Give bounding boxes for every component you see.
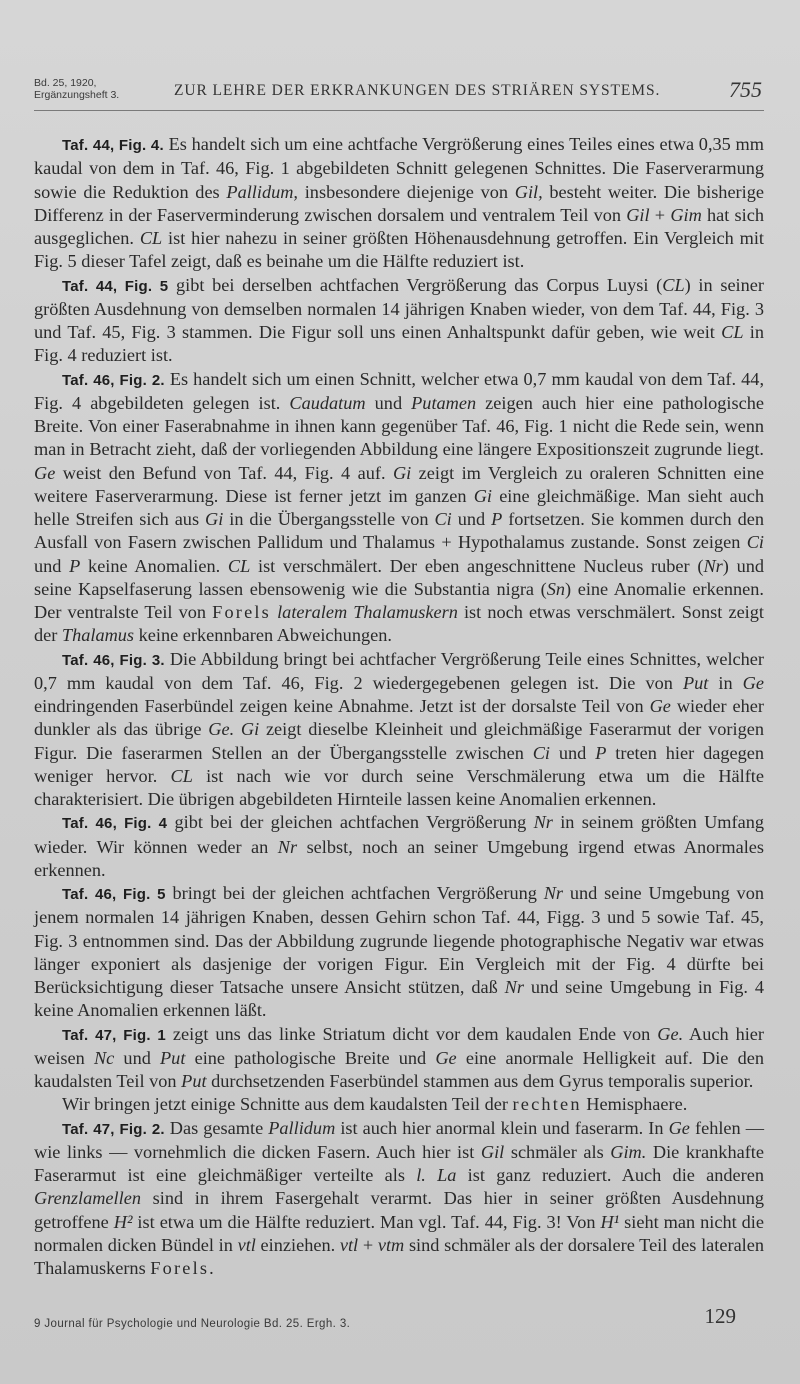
text-run: gibt bei derselben achtfachen Vergrößerung das Corpus Luysi ( (168, 274, 663, 295)
text-run: besteht weiter. Die bisherige Differenz in der Faserverminderung zwischen dorsalem und ventralem Teil von (34, 181, 764, 225)
italic-term: Put (181, 1071, 207, 1091)
text-run: ) und seine Kapselfaserung lassen ebensowenig wie die Substantia nigra ( (34, 555, 764, 599)
running-header (34, 74, 764, 111)
italic-term: CL (227, 555, 251, 576)
text-run: ist noch etwas verschmälert. Sonst zeigt der (34, 602, 764, 646)
text-run: zeigt dieselbe Kleinheit und gleichmäßige Faserarmut der vorigen Figur. Die faserarmen Stellen an der Übergangsstelle zwischen (34, 719, 764, 763)
text-run: eine anormale Helligkeit auf. Die den kaudalsten Teil von (34, 1047, 764, 1091)
italic-term: Gi (392, 462, 412, 483)
text-run: Die Abbildung bringt bei achtfacher Vergrößerung Teile eines Schnittes, welcher 0,7 mm kaudal von dem Taf. 46, Fig. 2 wiedergegebenen gelegen ist. Die von (34, 648, 764, 693)
italic-term: Nr (504, 977, 524, 997)
text-run: in (708, 672, 743, 693)
italic-term: La (437, 1165, 457, 1185)
text-run (234, 719, 241, 739)
volume-info (34, 77, 119, 101)
text-run: sind schmäler als der dorsalere Teil des lateralen Thalamuskerns (34, 1234, 765, 1278)
italic-term: CL (170, 765, 193, 786)
text-run: hat sich ausgeglichen. (34, 204, 764, 248)
italic-term: P (595, 742, 607, 763)
italic-term: Nr (703, 555, 723, 576)
italic-term: Pallidum (268, 1117, 336, 1138)
text-run: durchsetzenden Faserbündel stammen aus dem Gyrus temporalis superior. (206, 1071, 754, 1091)
body-text (34, 133, 764, 1280)
italic-term: Nr (543, 883, 564, 903)
italic-term: Nc (93, 1047, 115, 1068)
text-run: und (365, 392, 412, 413)
text-run: insbesondere diejenige von (298, 181, 515, 202)
paragraph (34, 811, 764, 882)
italic-term: CL (721, 322, 744, 342)
italic-term: H² (113, 1211, 133, 1232)
text-run: sieht man nicht die normalen dicken Bündel in (34, 1211, 764, 1255)
italic-term: vtl (339, 1234, 359, 1255)
italic-term: lateralem Thalamuskern (277, 602, 458, 622)
text-run: einziehen. (255, 1234, 340, 1255)
italic-term: vtm (377, 1234, 405, 1255)
italic-term: Put (160, 1047, 186, 1068)
paragraph (34, 1093, 764, 1116)
text-run: Auch hier weisen (34, 1023, 764, 1068)
text-run: eine pathologische Breite und (185, 1047, 436, 1068)
italic-term: Gim (670, 204, 702, 225)
text-run: Es handelt sich um eine achtfache Vergrößerung eines Teiles eines etwa 0,35 mm kaudal von dem in Taf. 46, Fig. 1 abgebildeten Schnitt gelegenen Schnittes. Die Faserverarmung sowie die Reduktion des (34, 134, 764, 202)
paragraph (34, 1117, 764, 1281)
italic-term: Ge (435, 1047, 457, 1068)
paragraph (34, 274, 764, 368)
text-run: ) eine Anomalie erkennen. Der ventralste Teil von (34, 578, 764, 622)
text-run: und (34, 555, 70, 576)
text-run: ist etwa um die Hälfte reduziert. Man vgl. Taf. 44, Fig. 3! Von (132, 1211, 601, 1232)
volume-line-1: Bd. 25, 1920, (34, 77, 97, 89)
italic-term: Putamen (411, 392, 477, 413)
italic-term: Sn (546, 578, 566, 599)
italic-term: Caudatum (289, 392, 366, 413)
folio-number: 129 (704, 1304, 736, 1328)
text-run: zeigen auch hier eine pathologische Breite. Von einer Faserabnahme in ihnen kann gegenüber Taf. 46, Fig. 1 nicht die Rede sein, wenn man in Betracht zieht, daß der vorliegenden Abbildung eine längere Expositionszeit zugrunde liegt. (34, 392, 764, 460)
text-run: wieder eher dunkler als das übrige (34, 696, 764, 740)
text-run: und seine Umgebung von jenem normalen 14 jährigen Knaben, dessen Gehirn schon Taf. 44, Figg. 3 und 5 sowie Taf. 45, Fig. 3 entnommen sind. Das der Abbildung zugrunde liegende photographische Negativ war etwas länger exponiert als dasjenige der vorigen Figur. Ein Vergleich mit der Fig. 4 dürfte bei Berücksichtigung dieser Tatsache unsere Ansicht stützen, daß (34, 883, 764, 997)
italic-term: Ge (742, 672, 764, 693)
text-run: und (114, 1047, 161, 1068)
text-run: Das gesamte (164, 1117, 269, 1138)
figure-reference: Taf. 47, Fig. 2. (62, 1120, 165, 1138)
text-run: keine Anomalien. (80, 555, 228, 576)
italic-term: Ci (746, 532, 764, 553)
paragraph (34, 1023, 764, 1094)
italic-term: Nr (277, 836, 298, 857)
italic-term: Gil (626, 204, 650, 225)
text-run: und seine Umgebung in Fig. 4 keine Anomalien erkennen läßt. (34, 977, 764, 1021)
text-run: ist auch hier anormal klein und faserarm. In (335, 1117, 669, 1138)
text-run: fehlen — wie links — vornehmlich die dicken Fasern. Auch hier ist (34, 1117, 765, 1162)
text-run: ist nach wie vor durch seine Verschmälerung etwa um die Hälfte charakterisiert. Die übrigen abgebildeten Hirnteile lassen keine Anomalien erkennen. (34, 765, 765, 809)
volume-line-2: Ergänzungsheft 3. (34, 89, 120, 101)
text-run: eine gleichmäßige. Man sieht auch helle Streifen sich aus (34, 485, 764, 529)
text-run: keine erkennbaren Abweichungen. (134, 625, 392, 646)
italic-term: Ge (34, 462, 56, 483)
text-run (426, 1165, 437, 1185)
italic-term: Ci (532, 742, 551, 763)
italic-term: Grenzlamellen (34, 1188, 141, 1209)
italic-term: Ge. (208, 719, 235, 740)
page-number: 755 (729, 77, 762, 102)
paragraph (34, 368, 764, 648)
text-run: + (649, 204, 671, 225)
italic-term: Gil, (514, 181, 543, 202)
italic-term: Ci (434, 509, 452, 529)
figure-reference: Taf. 46, Fig. 3. (62, 651, 165, 669)
text-run: weist den Befund von Taf. 44, Fig. 4 auf. (55, 462, 393, 483)
italic-term: CL (662, 274, 685, 295)
figure-reference: Taf. 44, Fig. 4. (62, 137, 164, 154)
spaced-name: Forels. (150, 1258, 216, 1278)
italic-term: P (69, 555, 81, 576)
italic-term: Pallidum, (226, 181, 299, 202)
text-run: treten hier dagegen weniger hervor. (34, 742, 765, 786)
italic-term: Ge (668, 1117, 690, 1138)
italic-term: vtl (237, 1234, 256, 1255)
figure-reference: Taf. 46, Fig. 4 (62, 815, 168, 833)
text-run: fortsetzen. Sie kommen durch den Ausfall von Fasern zwischen Pallidum und Thalamus + Hypothalamus zustande. Sonst zeigen (34, 509, 764, 553)
text-run: in Fig. 4 reduziert ist. (34, 322, 764, 366)
italic-term: Gi (473, 485, 492, 506)
italic-term: CL (139, 228, 163, 248)
text-run: selbst, noch an seiner Umgebung irgend etwas Anormales erkennen. (34, 836, 764, 880)
text-run: ist hier nahezu in seiner größten Höhenausdehnung getroffen. Ein Vergleich mit Fig. 5 dieser Tafel zeigt, daß es beinahe um die Hälfte reduziert ist. (34, 228, 764, 272)
text-run: Hemisphaere. (581, 1094, 688, 1115)
text-run: in die Übergangsstelle von (223, 509, 435, 529)
italic-term: Nr (533, 812, 553, 833)
text-run: in seinem größten Umfang wieder. Wir können weder an (34, 812, 764, 857)
paragraph (34, 882, 764, 1023)
text-run: und (550, 742, 596, 763)
paragraph (34, 133, 764, 274)
text-run: ) in seiner größten Ausdehnung von demselben normalen 14 jährigen Knaben wieder, von dem Taf. 44, Fig. 3 und Taf. 45, Fig. 3 stammen. Die Figur soll uns einen Anhaltspunkt dafür geben, wie weit (34, 274, 764, 342)
italic-term: P (491, 509, 503, 529)
journal-signature: 9 Journal für Psychologie und Neurologie Bd. 25. Ergh. 3. (34, 1318, 351, 1330)
figure-reference: Taf. 46, Fig. 2. (62, 371, 165, 389)
italic-term: l. (416, 1165, 426, 1185)
figure-reference: Taf. 46, Fig. 5 (62, 886, 166, 903)
italic-term: Thalamus (61, 625, 135, 646)
text-run: sind in ihrem Fasergehalt verarmt. Das hier in seiner größten Ausdehnung getroffene (34, 1188, 764, 1232)
figure-reference: Taf. 47, Fig. 1 (62, 1026, 166, 1044)
italic-term: Gi (205, 509, 224, 529)
text-run: ist ganz reduziert. Auch die anderen (456, 1165, 764, 1185)
text-run: + (358, 1234, 378, 1255)
paragraph (34, 648, 764, 812)
page-footer (34, 1304, 736, 1344)
italic-term: Ge. (657, 1023, 684, 1044)
text-run: zeigt im Vergleich zu oraleren Schnitten eine weitere Faserverarmung. Diese ist ferner jetzt im ganzen (34, 462, 764, 506)
italic-term: Gi (240, 719, 260, 740)
text-run: bringt bei der gleichen achtfachen Vergrößerung (165, 883, 544, 903)
text-run: zeigt uns das linke Striatum dicht vor dem kaudalen Ende von (165, 1023, 658, 1044)
text-run: Die krankhafte Faserarmut ist eine gleichmäßiger verteilte als (34, 1141, 764, 1185)
spaced-name: rechten (512, 1094, 582, 1115)
italic-term: Ge (649, 696, 671, 716)
text-run: gibt bei der gleichen achtfachen Vergrößerung (167, 812, 534, 833)
spaced-name: Forels (212, 602, 271, 622)
italic-term: Gil (480, 1141, 505, 1162)
figure-reference: Taf. 44, Fig. 5 (62, 277, 169, 295)
text-run: eindringenden Faserbündel zeigen keine Abnahme. Jetzt ist der dorsalste Teil von (34, 696, 650, 716)
text-run: ist verschmälert. Der eben angeschnittene Nucleus ruber ( (250, 555, 704, 576)
text-run: schmäler als (504, 1141, 611, 1162)
italic-term: Put (682, 672, 709, 693)
running-title: ZUR LEHRE DER ERKRANKUNGEN DES STRIÄREN SYSTEMS. (174, 82, 661, 99)
italic-term: H¹ (600, 1211, 620, 1232)
text-run: und (451, 509, 492, 529)
italic-term: Gim. (610, 1141, 647, 1162)
text-run: Wir bringen jetzt einige Schnitte aus dem kaudalsten Teil der (62, 1094, 513, 1115)
text-run: Es handelt sich um einen Schnitt, welcher etwa 0,7 mm kaudal von dem Taf. 44, Fig. 4 abgebildeten gelegen ist. (34, 368, 765, 413)
